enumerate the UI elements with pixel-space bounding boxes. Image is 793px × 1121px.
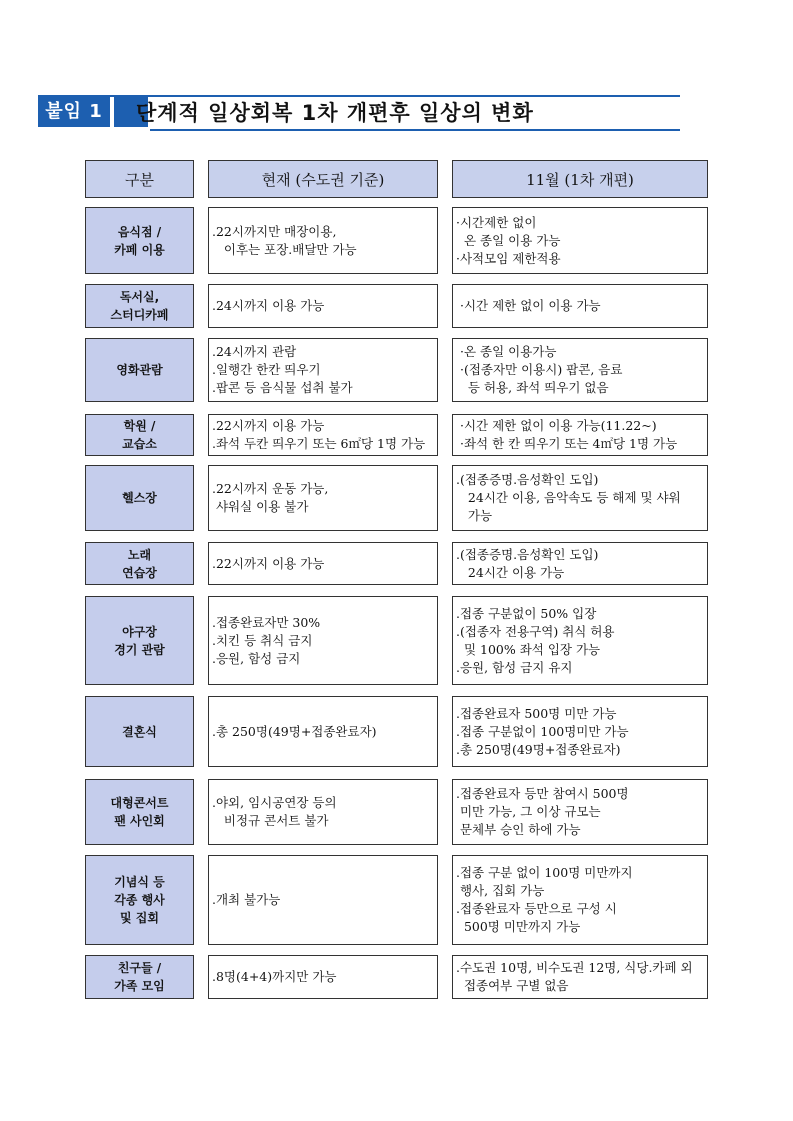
- category-line: 대형콘서트: [110, 796, 169, 810]
- november-line: .(접종증명.음성확인 도입): [456, 472, 599, 487]
- november-line: ·온 종일 이용가능: [456, 344, 557, 359]
- november-line: .접종완료자 등만 참여시 500명: [456, 786, 629, 801]
- november-line: .접종완료자 등만으로 구성 시: [456, 901, 617, 916]
- category-line: 영화관람: [116, 363, 163, 377]
- current-line: 비정규 콘서트 불가: [212, 813, 329, 828]
- november-line: .접종 구분 없이 100명 미만까지: [456, 865, 633, 880]
- november-line: .총 250명(49명+접종완료자): [456, 741, 621, 757]
- row-category: [85, 284, 194, 328]
- row-november: [452, 955, 708, 999]
- category-line: 팬 사인회: [114, 814, 165, 828]
- category-line: 스터디카페: [110, 308, 169, 322]
- category-line: 및 집회: [120, 911, 159, 925]
- row-november: [452, 465, 708, 531]
- header-november: 11월 (1차 개편): [452, 160, 708, 198]
- category-line: 음식점 /: [117, 224, 162, 239]
- row-november: [452, 338, 708, 402]
- current-line: .22시까지 이용 가능: [212, 555, 325, 571]
- category-label: [114, 959, 165, 995]
- row-category: [85, 855, 194, 945]
- header-category: 구분: [85, 160, 194, 198]
- category-line: 가족 모임: [114, 979, 165, 993]
- current-line: .야외, 임시공연장 등의: [212, 795, 337, 810]
- header-bottom-rule: [150, 129, 680, 131]
- row-current: [208, 542, 438, 585]
- page-title: 단계적 일상회복 1차 개편후 일상의 변화: [136, 101, 534, 125]
- current-line: .22시까지 운동 가능,: [212, 481, 329, 496]
- current-line: .8명(4+4)까지만 가능: [212, 969, 337, 984]
- row-november: [452, 414, 708, 456]
- category-label: [114, 223, 165, 259]
- row-category: [85, 955, 194, 999]
- november-line: 행사, 집회 가능: [456, 883, 545, 898]
- row-november: [452, 779, 708, 845]
- november-line: 500명 미만까지 가능: [456, 919, 581, 934]
- november-line: 문체부 승인 하에 가능: [456, 822, 581, 837]
- november-line: 접종여부 구별 없음: [456, 978, 569, 993]
- category-line: 각종 행사: [114, 893, 165, 907]
- category-label: [116, 361, 162, 379]
- row-november: [452, 207, 708, 274]
- row-category: [85, 542, 194, 585]
- november-line: .(접종자 전용구역) 취식 허용: [456, 623, 615, 639]
- current-line: .팝콘 등 음식물 섭취 불가: [212, 380, 353, 395]
- november-line: .응원, 함성 금지 유지: [456, 659, 573, 675]
- row-category: [85, 207, 194, 274]
- november-line: 24시간 이용 가능: [456, 564, 565, 580]
- row-current: [208, 414, 438, 456]
- category-label: [122, 546, 157, 582]
- current-line: .좌석 두칸 띄우기 또는 6㎡당 1명 가능: [212, 436, 426, 451]
- category-line: 학원 /: [123, 419, 156, 433]
- category-line: 독서실,: [119, 290, 160, 304]
- november-line: 및 100% 좌석 입장 가능: [456, 641, 601, 657]
- november-line: .접종완료자 500명 미만 가능: [456, 705, 617, 721]
- november-line: ·사적모임 제한적용: [456, 250, 561, 266]
- category-label: [122, 489, 157, 507]
- november-line: ·시간 제한 없이 이용 가능: [456, 298, 601, 313]
- page-header: [38, 95, 680, 131]
- row-november: [452, 696, 708, 767]
- current-line: .22시까지만 매장이용,: [212, 223, 337, 239]
- category-line: 카페 이용: [114, 242, 165, 257]
- row-november: [452, 284, 708, 328]
- november-line: 가능: [456, 508, 493, 523]
- category-line: 경기 관람: [114, 642, 165, 657]
- row-current: [208, 338, 438, 402]
- row-current: [208, 465, 438, 531]
- current-line: .22시까지 이용 가능: [212, 418, 325, 433]
- row-current: [208, 696, 438, 767]
- current-line: .24시까지 이용 가능: [212, 298, 325, 313]
- november-line: ·시간제한 없이: [456, 214, 537, 230]
- attachment-badge: 붙임 1: [38, 97, 110, 127]
- row-current: [208, 207, 438, 274]
- row-november: [452, 855, 708, 945]
- category-line: 친구들 /: [117, 961, 162, 975]
- category-label: [111, 288, 169, 324]
- november-line: .접종 구분없이 100명미만 가능: [456, 723, 629, 739]
- november-line: 24시간 이용, 음악속도 등 해제 및 샤워: [456, 490, 681, 505]
- november-line: .접종 구분없이 50% 입장: [456, 605, 597, 621]
- row-current: [208, 779, 438, 845]
- row-category: [85, 414, 194, 456]
- row-category: [85, 696, 194, 767]
- category-label: [114, 873, 165, 927]
- category-label: [111, 794, 169, 830]
- row-category: [85, 338, 194, 402]
- category-line: 연습장: [122, 565, 157, 580]
- row-november: [452, 542, 708, 585]
- header-current: 현재 (수도권 기준): [208, 160, 438, 198]
- current-line: .접종완료자만 30%: [212, 614, 321, 630]
- row-category: [85, 596, 194, 685]
- category-line: 야구장: [122, 624, 157, 639]
- november-line: 등 허용, 좌석 띄우기 없음: [456, 380, 609, 395]
- row-current: [208, 284, 438, 328]
- current-line: .총 250명(49명+접종완료자): [212, 723, 377, 739]
- current-line: .24시까지 관람: [212, 344, 297, 359]
- current-line: 샤워실 이용 불가: [212, 499, 309, 514]
- november-line: ·좌석 한 칸 띄우기 또는 4㎡당 1명 가능: [456, 436, 678, 451]
- category-label: [122, 723, 157, 741]
- category-label: [122, 417, 157, 453]
- current-line: .일행간 한칸 띄우기: [212, 362, 321, 377]
- november-line: ·(접종자만 이용시) 팝콘, 음료: [456, 362, 623, 377]
- row-current: [208, 855, 438, 945]
- current-line: .응원, 함성 금지: [212, 650, 301, 666]
- category-label: [114, 623, 165, 659]
- november-line: .(접종증명.음성확인 도입): [456, 546, 599, 562]
- category-line: 결혼식: [122, 724, 157, 739]
- row-category: [85, 465, 194, 531]
- november-line: .수도권 10명, 비수도권 12명, 식당.카페 외: [456, 960, 693, 975]
- row-current: [208, 955, 438, 999]
- category-line: 노래: [127, 547, 152, 562]
- november-line: 미만 가능, 그 이상 규모는: [456, 804, 601, 819]
- row-category: [85, 779, 194, 845]
- category-line: 헬스장: [122, 491, 157, 505]
- category-line: 교습소: [122, 437, 157, 451]
- november-line: ·시간 제한 없이 이용 가능(11.22~): [456, 418, 657, 433]
- current-line: .개최 불가능: [212, 892, 281, 907]
- current-line: .치킨 등 취식 금지: [212, 632, 313, 648]
- category-line: 기념식 등: [114, 875, 165, 889]
- current-line: 이후는 포장.배달만 가능: [212, 241, 357, 257]
- row-current: [208, 596, 438, 685]
- november-line: 온 종일 이용 가능: [456, 232, 561, 248]
- row-november: [452, 596, 708, 685]
